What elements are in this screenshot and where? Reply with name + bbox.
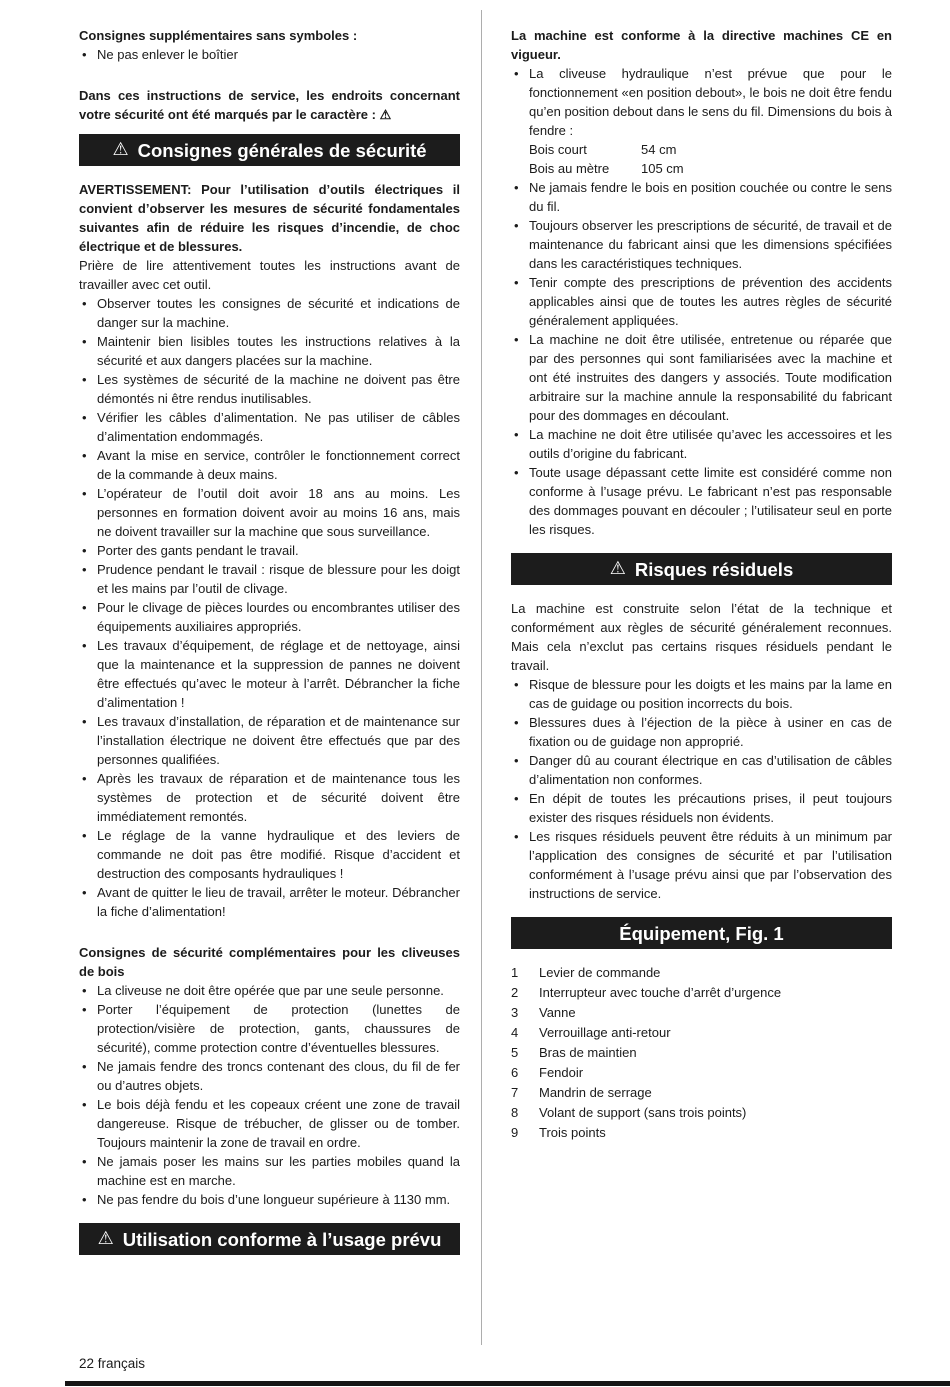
bullet-item-text: Les travaux d’installation, de réparation et de maintenance sur l’installation électrique ne doivent être effectués que par des personnes qualifiées. xyxy=(97,714,460,767)
bullet-item-text: Ne jamais poser les mains sur les parties mobiles quand la machine est en marche. xyxy=(97,1154,460,1188)
bullet-item xyxy=(79,332,460,370)
section-heading-bar xyxy=(79,134,460,166)
bullet-item-text: Avant de quitter le lieu de travail, arrêter le moteur. Débrancher la fiche d’alimentation! xyxy=(97,885,460,919)
dimension-label: Bois au mètre xyxy=(529,161,610,176)
bullet-item xyxy=(79,370,460,408)
bullet-item xyxy=(511,751,892,789)
dimension-row xyxy=(529,159,892,178)
equipment-number: 8 xyxy=(511,1105,519,1120)
dimension-value: 54 cm xyxy=(641,142,677,157)
bullet-list xyxy=(511,64,892,539)
column-left xyxy=(79,26,460,1269)
bullet-item-text: Toujours observer les prescriptions de sécurité, de travail et de maintenance du fabricant ainsi que les dimensions spécifiées dans les caractéristiques techniques. xyxy=(529,218,892,271)
equipment-number: 4 xyxy=(511,1025,519,1040)
section-heading-label: Équipement, Fig. 1 xyxy=(619,922,784,944)
equipment-label: Mandrin de serrage xyxy=(539,1085,652,1100)
equipment-item xyxy=(511,963,892,983)
equipment-item xyxy=(511,1023,892,1043)
bullet-item-text: Vérifier les câbles d’alimentation. Ne pas utiliser de câbles d’alimentation endommagés. xyxy=(97,410,460,444)
bold-paragraph: La machine est conforme à la directive machines CE en vigueur. xyxy=(511,28,892,62)
bullet-item-text: La cliveuse ne doit être opérée que par une seule personne. xyxy=(97,983,444,998)
equipment-label: Trois points xyxy=(539,1125,606,1140)
bullet-item xyxy=(511,273,892,330)
equipment-number: 7 xyxy=(511,1085,519,1100)
equipment-label: Interrupteur avec touche d’arrêt d’urgence xyxy=(539,985,782,1000)
bullet-list xyxy=(79,294,460,921)
bullet-item-text: Avant la mise en service, contrôler le fonctionnement correct de la commande à deux mains. xyxy=(97,448,460,482)
bullet-item xyxy=(79,1152,460,1190)
bottom-rule xyxy=(65,1381,950,1386)
bullet-item xyxy=(511,463,892,539)
bullet-item-text: Les travaux d’équipement, de réglage et de nettoyage, ainsi que la maintenance et la suppression de pannes ne doivent être effectués qu’avec le moteur à l’arrêt. Débrancher la fiche d’alimentation ! xyxy=(97,638,460,710)
equipment-number: 2 xyxy=(511,985,519,1000)
bullet-item xyxy=(511,178,892,216)
bullet-item xyxy=(511,789,892,827)
bullet-item-text: Prudence pendant le travail : risque de blessure pour les doigt et les mains par l’outil de clivage. xyxy=(97,562,460,596)
bullet-item-text: Ne jamais fendre des troncs contenant des clous, du fil de fer ou d’autres objets. xyxy=(97,1059,460,1093)
bullet-item-text: Les risques résiduels peuvent être réduits à un minimum par l’application des consignes de sécurité et par l’utilisation conformément à l’usage prévu ainsi que par l’observation des instructions de service. xyxy=(529,829,892,901)
bullet-item-text: Le réglage de la vanne hydraulique et des leviers de commande ne doit pas être modifié. Risque d’accident et destruction des composants hydrauliques ! xyxy=(97,828,460,881)
bullet-item-text: Danger dû au courant électrique en cas d’utilisation de câbles d’alimentation non conformes. xyxy=(529,753,892,787)
bold-paragraph: AVERTISSEMENT: Pour l’utilisation d’outils électriques il convient d’observer les mesures de sécurité fondamentales suivantes afin de réduire les risques d’incendie, de choc électrique et de blessures. xyxy=(79,182,460,254)
bullet-item xyxy=(79,826,460,883)
equipment-item xyxy=(511,983,892,1003)
section-heading-label: Utilisation conforme à l’usage prévu xyxy=(122,1228,442,1250)
page-number: 22 français xyxy=(79,1356,146,1371)
section-heading-label: Risques résiduels xyxy=(634,558,794,580)
bullet-item-text: Ne pas enlever le boîtier xyxy=(97,47,238,62)
equipment-item xyxy=(511,1063,892,1083)
bullet-item xyxy=(79,294,460,332)
bullet-list xyxy=(511,675,892,903)
equipment-label: Levier de commande xyxy=(539,965,661,980)
dimension-label: Bois court xyxy=(529,142,587,157)
bullet-item-text: L’opérateur de l’outil doit avoir 18 ans au moins. Les personnes en formation doivent avoir au moins 16 ans, mais ne doivent travailler sur la machine que sous surveillance. xyxy=(97,486,460,539)
bullet-item xyxy=(79,484,460,541)
bullet-item xyxy=(79,45,460,64)
bullet-item xyxy=(79,541,460,560)
bullet-item xyxy=(511,827,892,903)
bullet-item xyxy=(511,675,892,713)
section-heading-label: Consignes générales de sécurité xyxy=(137,139,427,161)
equipment-item xyxy=(511,1103,892,1123)
bullet-item xyxy=(79,1095,460,1152)
equipment-label: Bras de maintien xyxy=(539,1045,637,1060)
paragraph: Prière de lire attentivement toutes les instructions avant de travailler avec cet outil. xyxy=(79,258,460,292)
bullet-item xyxy=(79,446,460,484)
dimension-row xyxy=(529,140,892,159)
equipment-label: Vanne xyxy=(539,1005,576,1020)
equipment-list xyxy=(511,963,892,1143)
bullet-list xyxy=(79,45,460,64)
bullet-item-text: Après les travaux de réparation et de maintenance tous les systèmes de protection et de sécurité doivent être immédiatement remontés. xyxy=(97,771,460,824)
bullet-item xyxy=(511,216,892,273)
bullet-item-text: La cliveuse hydraulique n’est prévue que pour le fonctionnement «en position debout», le bois ne doit être fendu qu’en position debout dans le sens du fil. Dimensions du bois à fendre : xyxy=(529,66,892,138)
bullet-item xyxy=(511,713,892,751)
warning-triangle-icon: ⚠ xyxy=(97,1228,114,1248)
equipment-label: Fendoir xyxy=(539,1065,584,1080)
bullet-item xyxy=(79,1057,460,1095)
dimension-value: 105 cm xyxy=(641,161,684,176)
bullet-item xyxy=(79,636,460,712)
bullet-item xyxy=(79,408,460,446)
bullet-item xyxy=(79,883,460,921)
equipment-number: 1 xyxy=(511,965,519,980)
bullet-item-text: Porter des gants pendant le travail. xyxy=(97,543,299,558)
equipment-item xyxy=(511,1083,892,1103)
bullet-item-text: Ne pas fendre du bois d’une longueur supérieure à 1130 mm. xyxy=(97,1192,451,1207)
equipment-label: Volant de support (sans trois points) xyxy=(539,1105,747,1120)
column-divider xyxy=(481,10,482,1345)
bullet-item xyxy=(79,769,460,826)
bullet-item-text: Toute usage dépassant cette limite est considéré comme non conforme à l’usage prévu. Le fabricant n’est pas responsable des dommages pouvant en découler ; l’utilisateur seul en porte les risques. xyxy=(529,465,892,537)
column-right xyxy=(511,26,892,1143)
bullet-item-text: Les systèmes de sécurité de la machine ne doivent pas être démontés ni être rendus inutilisables. xyxy=(97,372,460,406)
bullet-item-text: Risque de blessure pour les doigts et les mains par la lame en cas de guidage ou position incorrects du bois. xyxy=(529,677,892,711)
bullet-item-text: Pour le clivage de pièces lourdes ou encombrantes utiliser des équipements auxiliaires appropriés. xyxy=(97,600,460,634)
bullet-item xyxy=(511,64,892,178)
bullet-item xyxy=(79,598,460,636)
bullet-item-text: Ne jamais fendre le bois en position couchée ou contre le sens du fil. xyxy=(529,180,892,214)
equipment-label: Verrouillage anti-retour xyxy=(539,1025,671,1040)
paragraph: La machine est construite selon l’état de la technique et conformément aux règles de sécurité généralement reconnues. Mais cela n’exclut pas certains risques résiduels pendant le travail. xyxy=(511,601,892,673)
bullet-item-text: En dépit de toutes les précautions prises, il peut toujours exister des risques résiduels non évidents. xyxy=(529,791,892,825)
section-heading-bar xyxy=(511,553,892,585)
bullet-item-text: Tenir compte des prescriptions de prévention des accidents applicables ainsi que de toutes les autres règles de sécurité généralement appliquées. xyxy=(529,275,892,328)
bold-paragraph: Consignes supplémentaires sans symboles : xyxy=(79,28,358,43)
equipment-item xyxy=(511,1123,892,1143)
bullet-item-text: Maintenir bien lisibles toutes les instructions relatives à la sécurité et aux dangers placées sur la machine. xyxy=(97,334,460,368)
equipment-number: 6 xyxy=(511,1065,519,1080)
bullet-item xyxy=(79,1000,460,1057)
bullet-list xyxy=(79,981,460,1209)
warning-triangle-icon: ⚠ xyxy=(609,558,626,578)
bullet-item-text: Porter l’équipement de protection (lunettes de protection/visière de protection, gants, chaussures de sécurité), comme protection contre d’éventuelles blessures. xyxy=(97,1002,460,1055)
bullet-item xyxy=(79,981,460,1000)
equipment-item xyxy=(511,1043,892,1063)
bullet-item xyxy=(79,1190,460,1209)
bold-paragraph: Dans ces instructions de service, les endroits concernant votre sécurité ont été marqués par le caractère : ⚠ xyxy=(79,88,460,122)
equipment-number: 9 xyxy=(511,1125,519,1140)
bullet-item-text: La machine ne doit être utilisée, entretenue ou réparée que par des personnes qui sont familiarisées avec la machine et ont été instruites des dangers y associés. Toute modification arbitraire sur la machine annule la responsabilité du fabricant pour des dommages en découlant. xyxy=(529,332,892,423)
bold-paragraph: Consignes de sécurité complémentaires pour les cliveuses de bois xyxy=(79,945,460,979)
equipment-number: 5 xyxy=(511,1045,519,1060)
bullet-item xyxy=(511,425,892,463)
bullet-item xyxy=(511,330,892,425)
equipment-item xyxy=(511,1003,892,1023)
section-heading-bar xyxy=(79,1223,460,1255)
bullet-item-text: La machine ne doit être utilisée qu’avec les accessoires et les outils d’origine du fabricant. xyxy=(529,427,892,461)
equipment-number: 3 xyxy=(511,1005,519,1020)
bullet-item-text: Le bois déjà fendu et les copeaux créent une zone de travail dangereuse. Risque de trébucher, de glisser ou de tomber. Toujours maintenir la zone de travail en ordre. xyxy=(97,1097,460,1150)
bullet-item xyxy=(79,712,460,769)
bullet-item-text: Blessures dues à l’éjection de la pièce à usiner en cas de fixation ou de guidage non approprié. xyxy=(529,715,892,749)
bullet-item xyxy=(79,560,460,598)
section-heading-bar xyxy=(511,917,892,949)
warning-triangle-icon: ⚠ xyxy=(112,139,129,159)
bullet-item-text: Observer toutes les consignes de sécurité et indications de danger sur la machine. xyxy=(97,296,460,330)
